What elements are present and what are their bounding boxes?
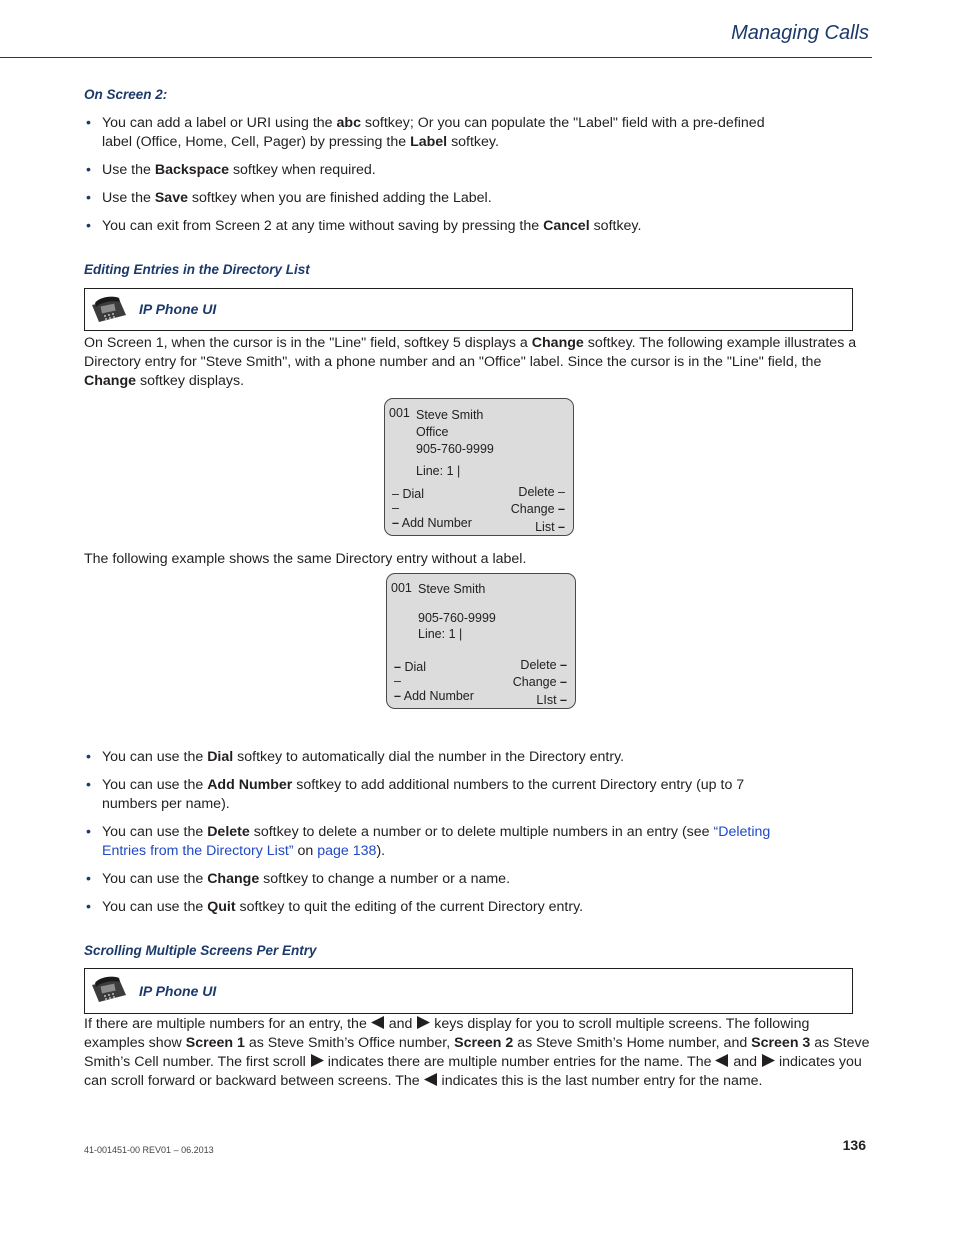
add-number-softkey[interactable]: – Add Number	[392, 516, 472, 530]
ip-phone-ui-callout	[84, 968, 853, 1014]
list-softkey[interactable]: List –	[535, 520, 565, 534]
page-number: 136	[842, 1137, 866, 1153]
scroll-left-arrow-icon	[715, 1054, 729, 1067]
entry-name: Steve Smith	[416, 408, 484, 422]
editing-intro-paragraph: On Screen 1, when the cursor is in the "Line" field, softkey 5 displays a Change softkey. The following example illustrates a Directory entry for "Steve Smith", with a phone number and an "Office" label. Since the cursor is in the "Line" field, the Change softkey displays.	[84, 335, 857, 389]
bullet-icon: •	[86, 218, 91, 234]
scroll-left-arrow-icon	[424, 1073, 438, 1086]
desk-phone-icon	[89, 975, 129, 1005]
bullet-icon: •	[86, 115, 91, 131]
entry-number: 905-760-9999	[418, 611, 496, 625]
delete-softkey[interactable]: Delete –	[520, 658, 567, 672]
softkey-usage-list	[86, 748, 786, 926]
page-138-link[interactable]: page 138	[317, 843, 377, 859]
document-id: 41-001451-00 REV01 – 06.2013	[84, 1145, 214, 1155]
scroll-right-arrow-icon	[416, 1016, 430, 1029]
list-item: • You can use the Dial softkey to automatically dial the number in the Directory entry.	[86, 749, 625, 765]
phone-screen-with-label	[384, 398, 574, 536]
on-screen-2-list	[86, 114, 786, 245]
ip-phone-ui-callout	[84, 288, 853, 331]
deleting-entries-link[interactable]: “Deleting Entries from the Directory List”	[102, 824, 771, 859]
change-softkey[interactable]: Change –	[510, 502, 565, 516]
list-item: • You can use the Add Number softkey to add additional numbers to the current Directory entry (up to 7 numbers per name).	[86, 777, 745, 812]
running-header-title: Managing Calls	[731, 22, 869, 44]
change-softkey[interactable]: Change –	[512, 675, 567, 689]
phone-screen-without-label	[386, 573, 576, 709]
scroll-right-arrow-icon	[761, 1054, 775, 1067]
entry-index: 001	[389, 406, 410, 420]
entry-index: 001	[391, 581, 412, 595]
bullet-icon: •	[86, 162, 91, 178]
list-item: • You can use the Quit softkey to quit the editing of the current Directory entry.	[86, 899, 584, 915]
bullet-icon: •	[86, 824, 91, 840]
entry-line: Line: 1 |	[416, 464, 461, 478]
list-item: • You can exit from Screen 2 at any time without saving by pressing the Cancel softkey.	[86, 218, 642, 234]
dial-softkey[interactable]: – Dial	[394, 660, 426, 674]
between-paragraph: The following example shows the same Directory entry without a label.	[84, 551, 527, 567]
list-item: • You can add a label or URI using the abc softkey; Or you can populate the "Label" field with a pre-defined label (Office, Home, Cell, Pager) by pressing the Label softkey.	[86, 115, 765, 150]
list-item: • You can use the Delete softkey to delete a number or to delete multiple numbers in an entry (see “Deleting Entries from the Directory List” on page 138).	[86, 824, 771, 859]
dial-softkey[interactable]: – Dial	[392, 487, 424, 501]
callout-label: IP Phone UI	[139, 301, 217, 317]
list-item: • Use the Save softkey when you are finished adding the Label.	[86, 190, 492, 206]
bullet-icon: •	[86, 749, 91, 765]
list-item: • Use the Backspace softkey when required.	[86, 162, 376, 178]
desk-phone-icon	[89, 295, 129, 325]
list-softkey[interactable]: LIst –	[536, 693, 567, 707]
blank-softkey[interactable]: –	[392, 501, 399, 515]
scroll-left-arrow-icon	[371, 1016, 385, 1029]
delete-softkey[interactable]: Delete –	[518, 485, 565, 499]
entry-name: Steve Smith	[418, 582, 486, 596]
scrolling-heading: Scrolling Multiple Screens Per Entry	[84, 943, 317, 958]
on-screen-2-heading: On Screen 2:	[84, 87, 168, 102]
bullet-icon: •	[86, 871, 91, 887]
scroll-right-arrow-icon	[310, 1054, 324, 1067]
bullet-icon: •	[86, 899, 91, 915]
header-divider	[0, 57, 872, 58]
scrolling-paragraph: If there are multiple numbers for an entry, the and keys display for you to scroll multiple screens. The following examples show Screen 1 as Steve Smith’s Office number, Screen 2 as Steve Smith’s Home number, and Screen 3 as Steve Smith’s Cell number. The first scroll indicates there are multiple number entries for the name. The and indicates you can scroll forward or backward between screens. The indicates this is the last number entry for the name.	[84, 1016, 870, 1089]
list-item: • You can use the Change softkey to change a number or a name.	[86, 871, 511, 887]
blank-softkey[interactable]: –	[394, 674, 401, 688]
entry-number: 905-760-9999	[416, 442, 494, 456]
bullet-icon: •	[86, 777, 91, 793]
entry-line: Line: 1 |	[418, 627, 463, 641]
callout-label: IP Phone UI	[139, 983, 217, 999]
entry-label: Office	[416, 425, 449, 439]
add-number-softkey[interactable]: – Add Number	[394, 689, 474, 703]
bullet-icon: •	[86, 190, 91, 206]
editing-entries-heading: Editing Entries in the Directory List	[84, 262, 310, 277]
